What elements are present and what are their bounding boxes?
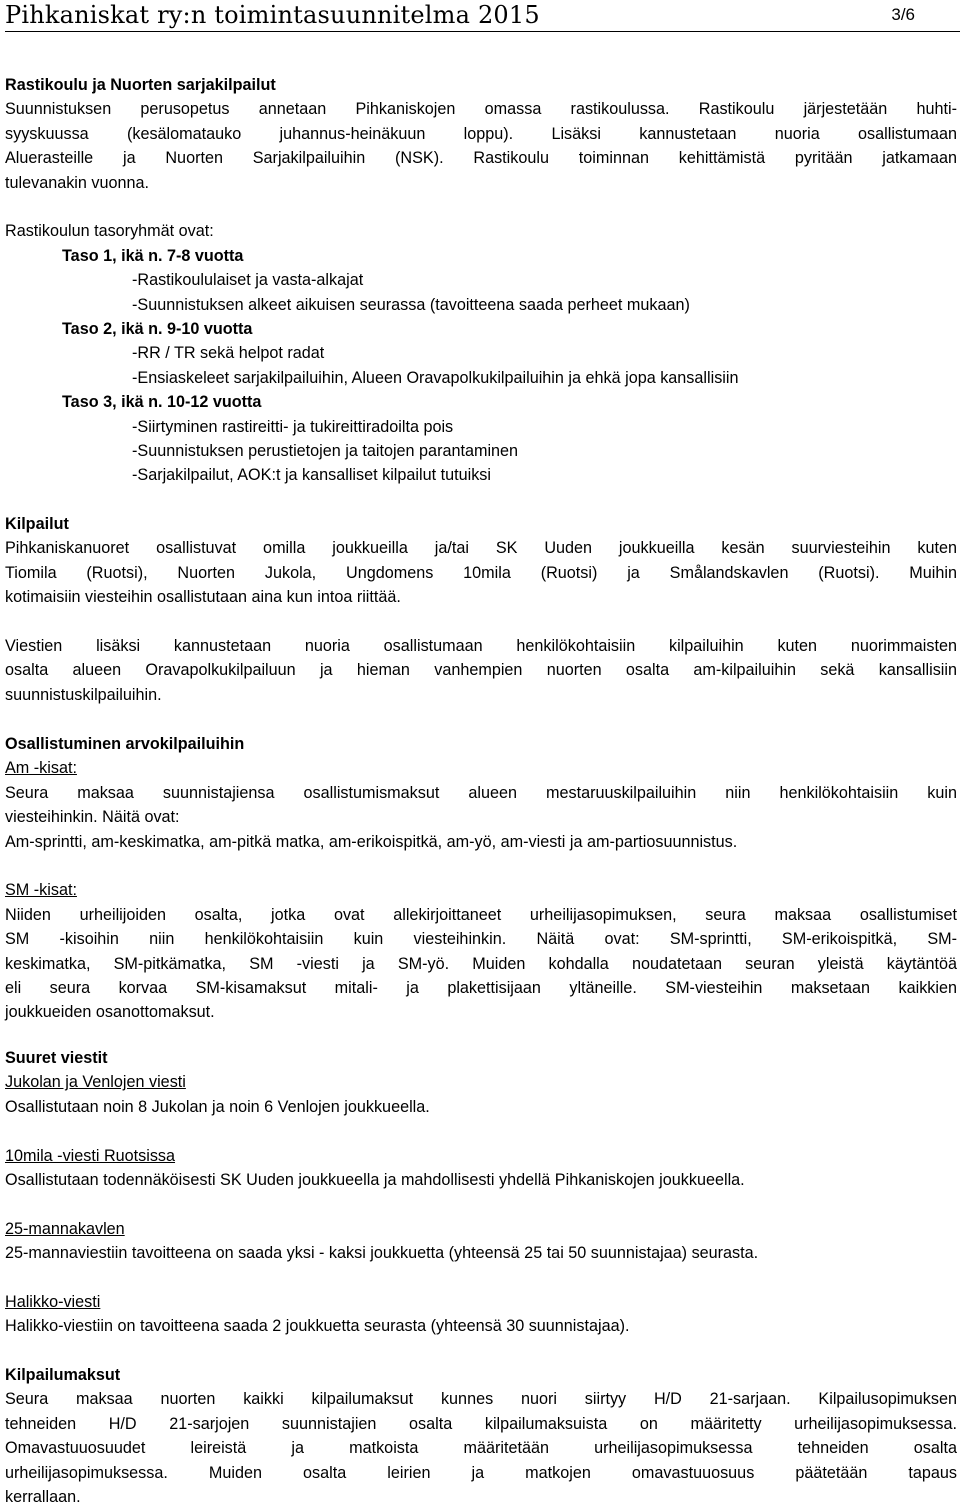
level-title: Taso 2, ikä n. 9-10 vuotta: [62, 320, 253, 339]
document-title: Pihkaniskat ry:n toimintasuunnitelma 2015: [5, 1, 540, 29]
section-heading: Rastikoulu ja Nuorten sarjakilpailut: [5, 76, 276, 94]
paragraph-line: osalta alueen Oravapolkukilpailuun ja hieman vanhempien nuorten osalta am-kilpailuihin sekä kansallisiin: [5, 661, 957, 680]
paragraph-line: tehneiden H/D 21-sarjojen suunnistajien osalta kilpailumaksuista on määritetty urheilijasopimuksessa.: [5, 1414, 957, 1433]
paragraph-line: Seura maksaa suunnistajiensa osallistumismaksut alueen mestaruuskilpailuihin niin henkilökohtaisiin kuin: [5, 783, 957, 802]
level-item: -Suunnistuksen perustietojen ja taitojen parantaminen: [132, 442, 519, 461]
paragraph-line: tulevanakin vuonna.: [5, 173, 149, 192]
section-heading: Suuret viestit: [5, 1049, 108, 1067]
relay-text: 25-mannaviestiin tavoitteena on saada yksi - kaksi joukkuetta (yhteensä 25 tai 50 suunnistajaa) seurasta.: [5, 1244, 759, 1263]
paragraph-line: Tiomila (Ruotsi), Nuorten Jukola, Ungdomens 10mila (Ruotsi) ja Smålandskavlen (Ruotsi). Muihin: [5, 563, 957, 582]
level-item: -Siirtyminen rastireitti- ja tukireittiradoilta pois: [132, 417, 454, 436]
page-number: 3/6: [891, 5, 915, 24]
paragraph-line: joukkueiden osanottomaksut.: [5, 1003, 215, 1022]
page-header: [5, 0, 957, 30]
paragraph-line: suunnistuskilpailuihin.: [5, 685, 162, 704]
paragraph-line: viesteihinkin. Näitä ovat:: [5, 808, 180, 827]
paragraph-line: kerrallaan.: [5, 1488, 81, 1507]
paragraph-line: Am-sprintti, am-keskimatka, am-pitkä matka, am-erikoispitkä, am-yö, am-viesti ja am-partiosuunnistus.: [5, 832, 738, 851]
relay-text: Osallistutaan noin 8 Jukolan ja noin 6 Venlojen joukkueella.: [5, 1097, 430, 1116]
paragraph-line: keskimatka, SM-pitkämatka, SM -viesti ja SM-yö. Muiden kohdalla noudatetaan seuran yleistä käytäntöä: [5, 954, 957, 973]
level-item: -RR / TR sekä helpot radat: [132, 344, 325, 363]
header-divider: [5, 31, 960, 32]
level-item: -Suunnistuksen alkeet aikuisen seurassa (tavoitteena saada perheet mukaan): [132, 295, 690, 314]
subsection-heading: SM -kisat:: [5, 881, 77, 900]
section-heading: Kilpailumaksut: [5, 1366, 121, 1384]
section-arvokilpailut: [5, 732, 957, 1025]
paragraph-line: Seura maksaa nuorten kaikki kilpailumaksut kunnes nuori siirtyy H/D 21-sarjaan. Kilpailusopimuksen: [5, 1390, 957, 1409]
relay-title: Jukolan ja Venlojen viesti: [5, 1073, 186, 1092]
relay-title: 25-mannakavlen: [5, 1219, 125, 1238]
paragraph-line: Suunnistuksen perusopetus annetaan Pihkaniskojen omassa rastikoulussa. Rastikoulu järjestetään huhti-: [5, 100, 957, 119]
relay-text: Halikko-viestiin on tavoitteena saada 2 joukkuetta seurasta (yhteensä 30 suunnistajaa).: [5, 1317, 630, 1336]
paragraph-line: SM -kisoihin niin henkilökohtaisiin kuin viesteihinkin. Näitä ovat: SM-sprintti, SM-erikoispitkä, SM-: [5, 930, 957, 949]
subsection-heading: Am -kisat:: [5, 759, 77, 778]
paragraph-line: kotimaisiin viesteihin osallistutaan aina kun intoa riittää.: [5, 588, 401, 607]
level-title: Taso 3, ikä n. 10-12 vuotta: [62, 393, 262, 412]
section-heading: Kilpailut: [5, 515, 69, 533]
relay-title: 10mila -viesti Ruotsissa: [5, 1146, 176, 1165]
relay-text: Osallistutaan todennäköisesti SK Uuden joukkueella ja mahdollisesti yhdellä Pihkaniskojen joukkueella.: [5, 1171, 745, 1190]
paragraph-line: Niiden urheilijoiden osalta, jotka ovat allekirjoittaneet urheilijasopimuksen, seura maksaa osallistumiset: [5, 905, 957, 924]
relay-title: Halikko-viesti: [5, 1293, 101, 1312]
level-item: -Rastikoululaiset ja vasta-alkajat: [132, 271, 364, 290]
paragraph-line: Viestien lisäksi kannustetaan nuoria osallistumaan henkilökohtaisiin kilpailuihin kuten nuorimmaisten: [5, 637, 957, 656]
levels-intro: Rastikoulun tasoryhmät ovat:: [5, 222, 214, 241]
level-item: -Ensiaskeleet sarjakilpailuihin, Alueen Oravapolkukilpailuihin ja ehkä jopa kansallisiin: [132, 368, 739, 387]
paragraph-line: urheilijasopimuksessa. Muiden osalta leirien ja matkojen omavastuuosuus päätetään tapaus: [5, 1463, 957, 1482]
paragraph-line: eli seura korvaa SM-kisamaksut mitali- ja plakettisijaan yltäneille. SM-viesteihin maksetaan kaikkien: [5, 979, 957, 998]
paragraph-line: syyskuussa (kesälomatauko juhannus-heinäkuun loppu). Lisäksi kannustetaan nuoria osallistumaan: [5, 124, 957, 143]
paragraph-line: Pihkaniskanuoret osallistuvat omilla joukkueilla ja/tai SK Uuden joukkueilla kesän suurviesteihin kuten: [5, 539, 957, 558]
paragraph-line: Aluerasteille ja Nuorten Sarjakilpailuihin (NSK). Rastikoulu toiminnan kehittämistä pyritään jatkamaan: [5, 149, 957, 168]
section-kilpailut: [5, 512, 957, 707]
level-item: -Sarjakilpailut, AOK:t ja kansalliset kilpailut tutuiksi: [132, 466, 491, 485]
paragraph-line: Omavastuuosuudet leireistä ja matkoista määritetään urheilijasopimuksessa tehneiden osalta: [5, 1439, 957, 1458]
section-heading: Osallistuminen arvokilpailuihin: [5, 735, 245, 753]
document-page: [5, 0, 957, 1507]
section-rastikoulu: [5, 73, 957, 488]
level-title: Taso 1, ikä n. 7-8 vuotta: [62, 246, 244, 265]
section-suuret-viestit: [5, 1046, 957, 1339]
section-kilpailumaksut: [5, 1363, 957, 1509]
